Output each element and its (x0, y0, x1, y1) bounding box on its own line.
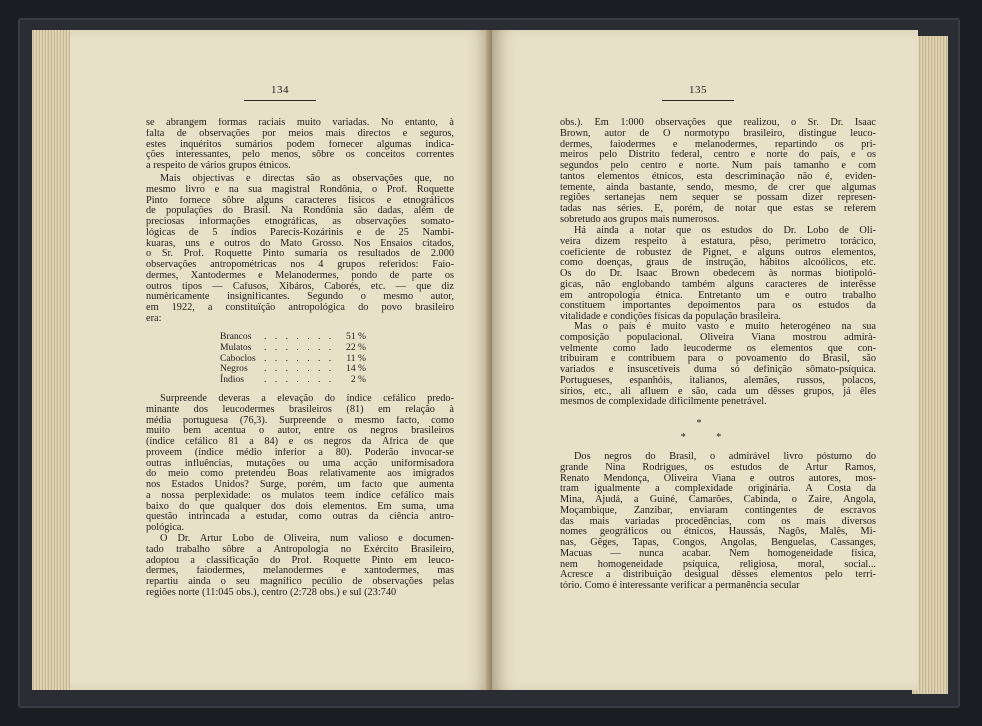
population-table (220, 332, 366, 386)
text-line: a nossa perplexidade: os mulatos teem índice cefálico mais (146, 490, 454, 501)
text-line: tório. Como é interessante verificar a permanência secular (560, 581, 800, 591)
table-value: 22 % (346, 341, 366, 353)
table-label: Índios (220, 374, 244, 386)
text-line: Portugueses, espanhóis, italianos, alemães, russos, polacos, (560, 375, 876, 386)
text-line: de populações do Brasil. Na Rondônia são dadas, além de (146, 206, 454, 217)
text-line: vitalidade e condições físicas da população brasileira. (560, 312, 782, 322)
text-line: Macuas — nunca acabar. Nem homogeneidade física, (560, 548, 876, 559)
text-line: Mais objectivas e directas são as observações que, no (160, 174, 454, 184)
table-value: 11 % (346, 352, 366, 364)
text-line: Mas o país é muito vasto e muito heterogéneo na sua (574, 322, 876, 332)
text-line: média portuguesa (76,3). Surpreende o mesmo facto, como (146, 415, 454, 426)
text-line: dermes, Xantodermes e Melanodermes, pondo de parte os (146, 270, 454, 281)
text-line: variados e insuscetíveis duma só definição sômato-psíquica. (560, 365, 876, 375)
paragraph (146, 534, 454, 599)
text-line: tadas nas séries. É, porém, de notar que estas se referem (560, 204, 876, 214)
text-line: meiros pelo Distrito federal, centro e norte do país, e os (560, 150, 876, 161)
text-line: segundos pelo centro e norte. Num país tamanho e com (560, 161, 876, 171)
paragraph (560, 118, 876, 226)
table-row (220, 375, 366, 386)
text-line: mesmos de complexidade difìcilmente penetrável. (560, 397, 767, 408)
text-line: em 1922, a constituïção antropológica do povo brasileiro (146, 303, 454, 313)
text-line: repartiu ainda o seu magnífico pecúlio de observações pelas (146, 577, 454, 587)
text-line: tribuiram e contribuem para o povoamento do Brasil, são (560, 354, 876, 365)
text-line: O Dr. Artur Lobo de Oliveira, num valioso e documen- (160, 534, 454, 544)
text-line: grande Nina Rodrigues, os estudos de Artur Ramos, (560, 462, 876, 473)
text-line: (índice cefálico 81 a 84) e os negros da África de que (146, 437, 454, 447)
text-line: baixo do que qualquer dos dois elementos. Em suma, uma (146, 501, 454, 512)
text-line: minante dos leucodermes brasileiros (81) em relação à (146, 404, 454, 415)
right-page (492, 30, 918, 690)
text-line: obs.). Em 1:000 observações que realizou, o Sr. Dr. Isaac (560, 118, 876, 128)
text-line: questão intrincada a estudar, como outras da ciência antro- (146, 512, 454, 523)
text-line: Acresce a distribuição desigual dêsses elementos pelo terri- (560, 570, 876, 581)
text-line: outros tipos — Cafusos, Xibáros, Caborés, etc. — que diz (146, 281, 454, 292)
text-line: outras influências, mutações ou uma acção uniformisadora (146, 458, 454, 469)
text-line: regiões sertanejas nem sequer se possam dizer represen- (560, 193, 876, 204)
section-divider-bottom: * * (680, 432, 736, 443)
text-line: Renato Mendonça, Oliveira Viana e outros autores, mos- (560, 473, 876, 484)
table-leader-dots: . . . . . . . (264, 363, 335, 375)
page-number: 135 (689, 84, 707, 96)
text-line: pológica. (146, 523, 185, 533)
text-line: velmente como lado leucoderme os elementos que con- (560, 343, 876, 354)
text-line: adoptou a classificação do Prof. Roquette Pinto em leuco- (146, 555, 454, 566)
page-number-rule (244, 100, 316, 101)
paragraph (560, 322, 876, 408)
text-line: proveem (índice médio inferior a 80). Poderão invocar-se (146, 447, 454, 458)
paragraph (146, 174, 454, 325)
text-line: falta de observações por meios mais directos e seguros, (146, 128, 454, 139)
text-line: das mais variadas procedências, com os mais diversos (560, 516, 876, 527)
text-line: Mina, Ajudá, a Guiné, Camarões, Cabinda, o Zaire, Angola, (560, 495, 876, 505)
text-line: mesmo livro e na sua magistral Rondônia, o Prof. Roquette (146, 184, 454, 195)
text-line: muito bem acentua o autor, entre os negros brasileiros (146, 426, 454, 437)
text-line: coeficiente de robustez de Pignet, e alguns outros elementos, (560, 247, 876, 258)
text-line: regiões norte (11:045 obs.), centro (2:728 obs.) e sul (23:740 (146, 587, 397, 598)
text-line: a respeito de vários grupos étnicos. (146, 161, 291, 171)
text-line: Moçambique, Zanzibar, enviaram contingentes de escravos (560, 505, 876, 516)
text-line: nas, Gêges, Tapas, Congos, Angolas, Benguelas, Cassanges, (560, 538, 876, 548)
text-line: preciosas informações etnográficas, as observações somato- (146, 217, 454, 227)
section-divider-top: * (696, 418, 716, 429)
text-line: nomes geográficos ou étnicos, Haussás, Nagôs, Malês, Mi- (560, 527, 876, 538)
paragraph (560, 452, 876, 592)
table-label: Brancos (220, 331, 252, 342)
text-line: tantos elementos étnicos, esta descriminação não é, eviden- (560, 171, 876, 182)
text-line: constituem importantes depoimentos para os estudos da (560, 301, 876, 312)
text-line: era: (146, 313, 162, 324)
paragraph (146, 118, 454, 172)
table-label: Negros (220, 363, 248, 375)
table-value: 14 % (346, 363, 366, 375)
text-line: composição populacional. Oliveira Viana mostrou admirà- (560, 332, 876, 343)
text-line: dermes, faiodermes, melanodermes e xantodermes, mas (146, 566, 454, 577)
text-line: Os do Dr. Isaac Brown obedecem às normas biotipoló- (560, 269, 876, 279)
text-line: dermes, faiodermes e melanodermes, repartindo os pri- (560, 139, 876, 150)
text-line: Dos negros do Brasil, o admirável livro póstumo do (574, 452, 876, 462)
text-line: observações antropométricas nos 4 grupos referidos: Faio- (146, 260, 454, 270)
table-leader-dots: . . . . . . . (264, 374, 335, 386)
table-leader-dots: . . . . . . . (264, 341, 335, 353)
paragraph (560, 226, 876, 323)
table-leader-dots: . . . . . . . (264, 331, 335, 342)
text-line: veira dizem respeito à estatura, pêso, perímetro torácico, (560, 236, 876, 247)
text-line: sobretudo aos grupos mais numerosos. (560, 214, 720, 225)
table-label: Mulatos (220, 341, 252, 353)
text-line: Brown, autor de O normotypo brasileiro, distingue leuco- (560, 128, 876, 139)
text-line: nos Estados Unidos? Surge, porém, um facto que aumenta (146, 480, 454, 490)
left-page (70, 30, 490, 690)
table-leader-dots: . . . . . . . (264, 352, 335, 364)
text-line: o Sr. Prof. Roquette Pinto sumaria os resultados de 2.000 (146, 249, 454, 260)
text-line: estes inquéritos sumários podem fornecer algumas indica- (146, 139, 454, 150)
table-value: 51 % (346, 331, 366, 342)
page-number: 134 (271, 84, 289, 96)
text-line: nem homogeneidade psíquica, religiosa, moral, social... (560, 559, 876, 570)
table-value: 2 % (350, 374, 366, 386)
text-line: Pinto fornece sôbre alguns caracteres físicos e etnográficos (146, 195, 454, 206)
text-line: do meio como pretendeu Boas relativamente aos imigrados (146, 469, 454, 480)
text-line: numèricamente insignificantes. Segundo o mesmo autor, (146, 292, 454, 303)
text-line: temente, ainda bastante, sendo, mesmo, de crer que algumas (560, 182, 876, 193)
text-line: sírios, etc., ali afluem e são, cada um dêsses grupos, já êles (560, 386, 876, 397)
text-line: lógicas de 5 índios Parecís-Kozárinis e de 25 Nambi- (146, 227, 454, 238)
text-line: Surpreende deveras a elevação do índice cefálico predo- (160, 394, 454, 404)
table-row (220, 343, 366, 354)
text-line: se abrangem formas raciais muito variadas. No entanto, à (146, 118, 454, 128)
table-label: Caboclos (220, 352, 256, 364)
paragraph (146, 394, 454, 534)
text-line: em antropologia étnica. Entretanto um e outro trabalho (560, 290, 876, 301)
text-line: como doenças, graus de instrução, hábitos alcoólicos, etc. (560, 258, 876, 269)
text-line: Há ainda a notar que os estudos do Dr. Lobo de Oli- (574, 226, 876, 236)
text-line: tado trabalho sôbre a Antropologia no Exército Brasileiro, (146, 544, 454, 555)
text-line: gicas, não englobando também alguns caracteres de interêsse (560, 279, 876, 290)
text-line: ções interessantes, pelo menos, sôbre os conceitos correntes (146, 150, 454, 161)
text-line: tram igualmente a complexidade originária. A Costa da (560, 484, 876, 495)
text-line: kuaras, uns e outros do Mato Grosso. Nos Ensaios citados, (146, 238, 454, 249)
page-number-rule (662, 100, 734, 101)
